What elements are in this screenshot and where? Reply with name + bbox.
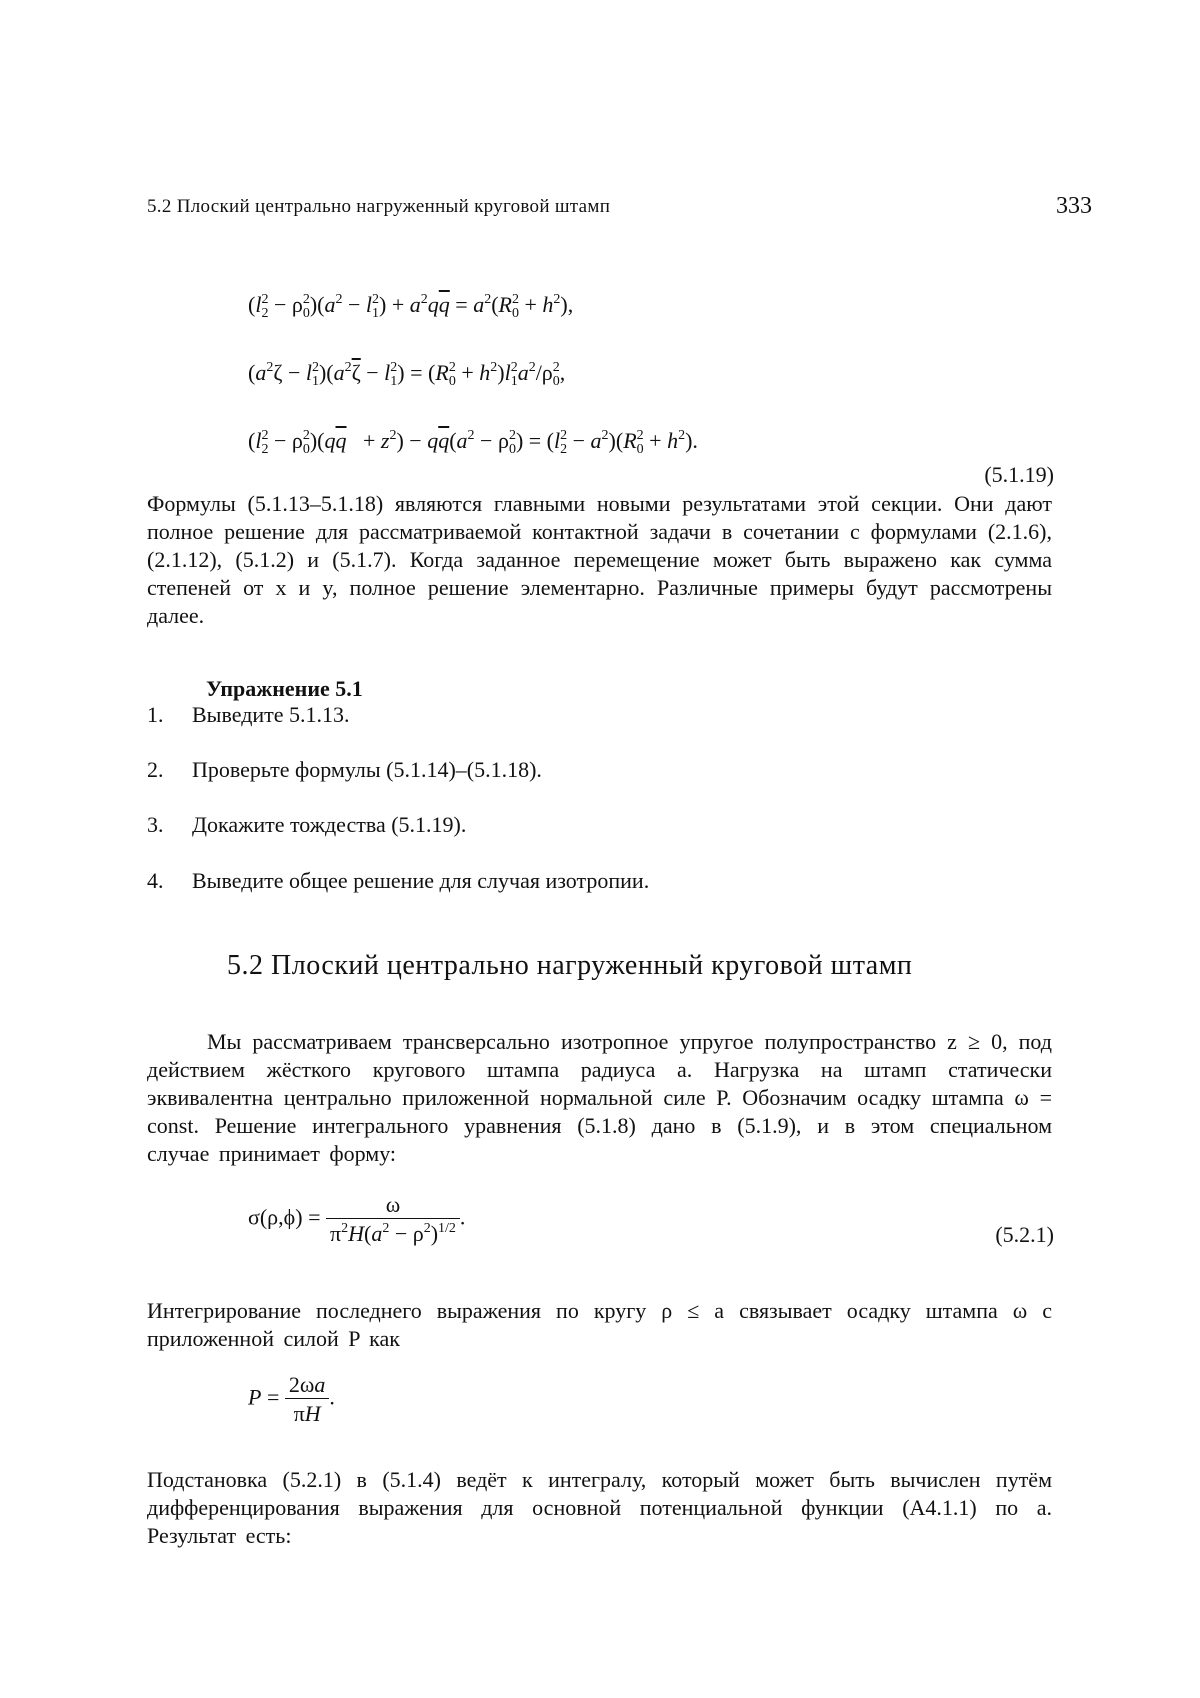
equation-5-1-19-line-3: $(l^2_2 - \rho^2_0)(q\overline{q} + z^2) - q\overline{q}(a^2 - \rho^2_0) = (l^2_2 - a^2)(R^2_0 + h^2)$. — [248, 428, 698, 457]
equation-5-1-19-line-1: $(l^2_2 - \rho^2_0)(a^2 - l^2_1) + a^2q\overline{q} = a^2(R^2_0 + h^2)$, — [248, 292, 574, 321]
exercise-item — [147, 812, 466, 838]
exercise-item-number: 4. — [147, 868, 164, 893]
exercise-item-number: 1. — [147, 702, 164, 727]
exercise-item — [147, 702, 350, 728]
page-number: 333 — [1056, 193, 1092, 219]
equation-5-2-1: σ(ρ,ϕ) = $\frac{\omega}{\pi^2H(a^2 - \rho^2)^{1/2}}$ . — [248, 1192, 466, 1246]
exercise-item-text: Выведите 5.1.13. — [192, 702, 350, 727]
paragraph-problem-statement: Мы рассматриваем трансверсально изотропное упругое полупространство z ≥ 0, под действием жёсткого кругового штампа радиуса a. Нагрузка на штамп статически эквивалентна центрально приложенной нормальной силе P. Обозначим осадку штампа ω = const. Решение интегрального уравнения (5.1.8) дано в (5.1.9), и в этом специальном случае принимает форму: — [147, 1029, 1052, 1166]
equation-5-1-19-line-2: $(a^2\zeta - l^2_1)(a^2\overline{\zeta} - l^2_1) = (R^2_0 + h^2)l^2_1a^2/\rho^2_0$, — [248, 360, 566, 389]
paragraph-integration: Интегрирование последнего выражения по кругу ρ ≤ a связывает осадку штампа ω с приложенной силой P как — [147, 1298, 1052, 1351]
equation-number-5-2-1: (5.2.1) — [995, 1222, 1054, 1247]
equation-force: P = $\frac{2\omega a}{\pi H}$ . — [248, 1372, 335, 1426]
equation-number-5-1-19: (5.1.19) — [984, 462, 1054, 487]
exercise-title: Упражнение 5.1 — [206, 676, 363, 701]
exercise-item-text: Проверьте формулы (5.1.14)–(5.1.18). — [192, 757, 542, 782]
exercise-item-number: 3. — [147, 812, 164, 837]
exercise-item — [147, 757, 542, 783]
running-header: 5.2 Плоский центрально нагруженный круговой штамп — [147, 196, 611, 217]
paragraph-main-results: Формулы (5.1.13–5.1.18) являются главными новыми результатами этой секции. Они дают полное решение для рассматриваемой контактной задачи в сочетании с формулами (2.1.6), (2.1.12), (5.1.2) и (5.1.7). Когда заданное перемещение может быть выражено как сумма степеней от x и y, полное решение элементарно. Различные примеры будут рассмотрены далее. — [147, 491, 1052, 628]
paragraph-substitution: Подстановка (5.2.1) в (5.1.4) ведёт к интегралу, который может быть вычислен путём дифференцирования выражения для основной потенциальной функции (A4.1.1) по a. Результат есть: — [147, 1467, 1052, 1548]
exercise-item — [147, 868, 649, 894]
exercise-item-number: 2. — [147, 757, 164, 782]
exercise-item-text: Выведите общее решение для случая изотропии. — [192, 868, 650, 893]
section-title: 5.2 Плоский центрально нагруженный круговой штамп — [227, 950, 913, 981]
exercise-item-text: Докажите тождества (5.1.19). — [192, 812, 467, 837]
